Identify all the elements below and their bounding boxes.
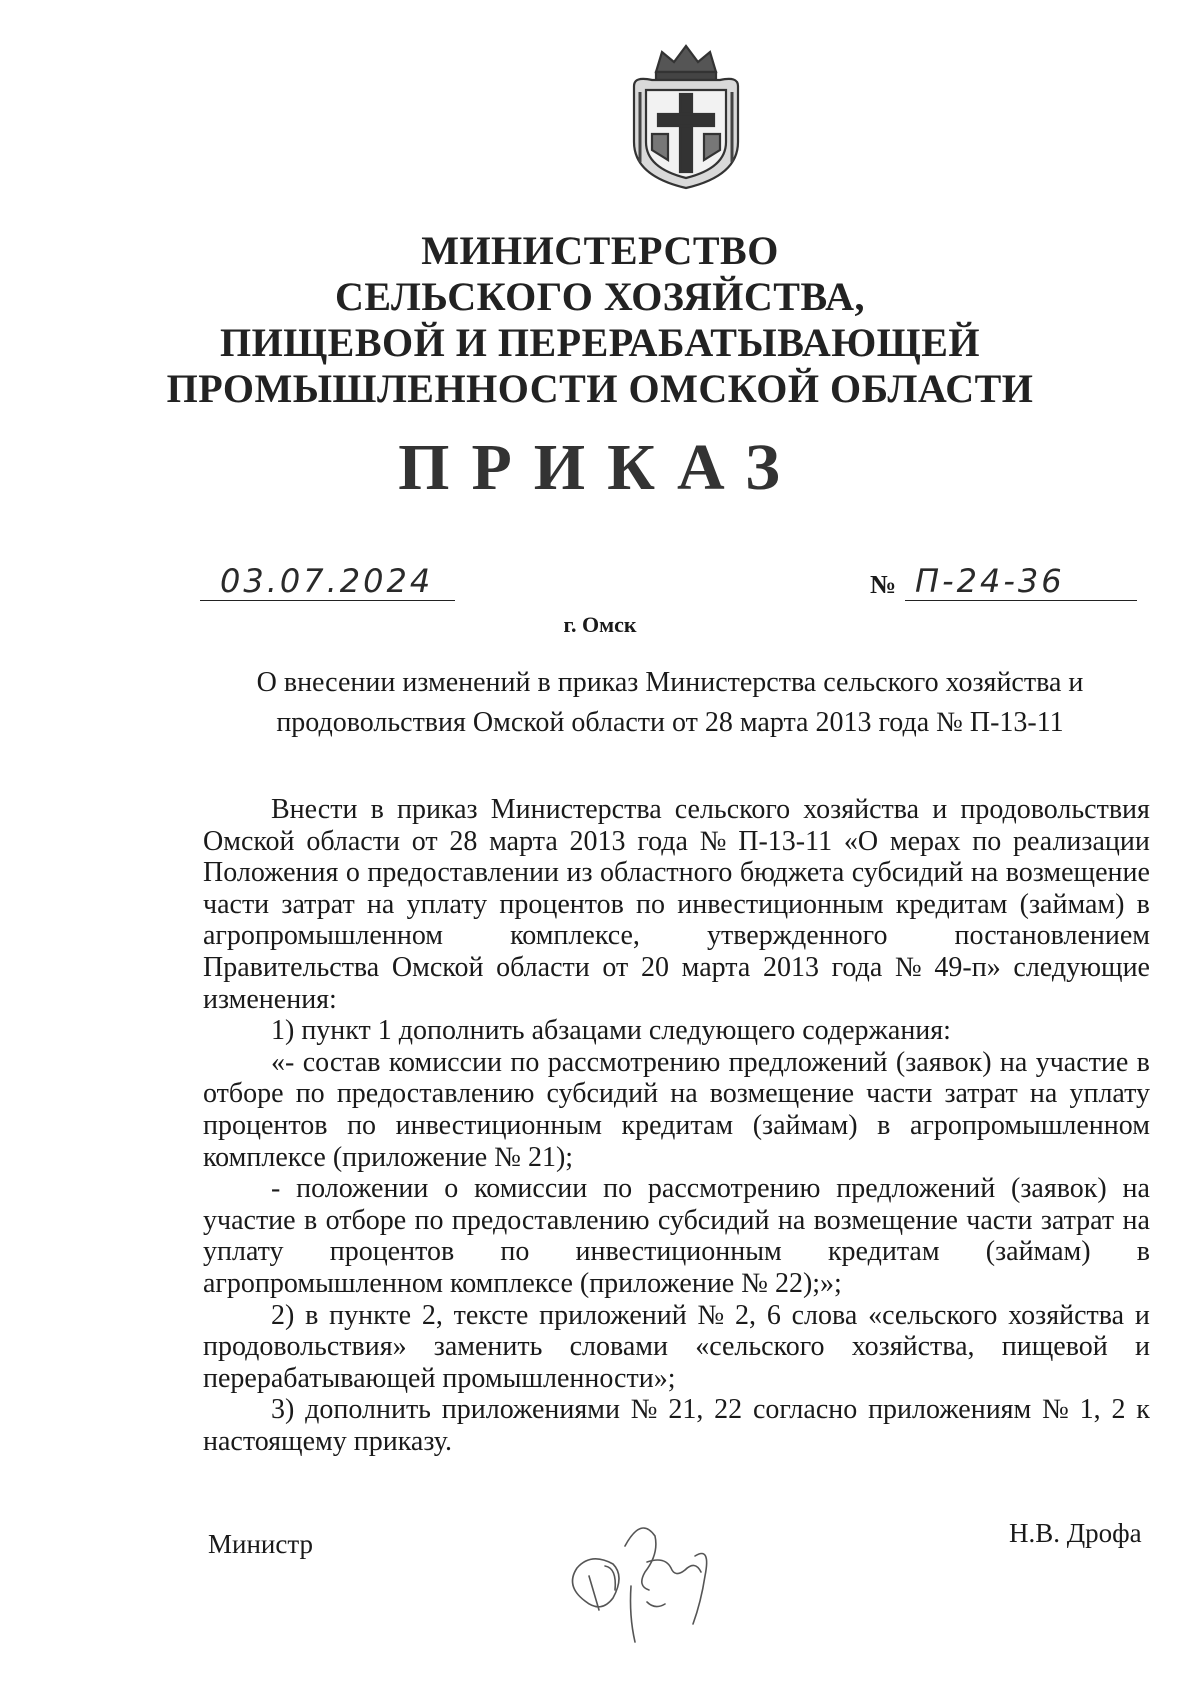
- body-word: на: [366, 888, 395, 920]
- body-word: (заявок): [895, 1046, 992, 1078]
- body-word: в: [1136, 888, 1150, 920]
- body-word: кредитам: [827, 1236, 940, 1268]
- body-word: предоставлении: [367, 857, 559, 889]
- body-word: приказ: [396, 794, 478, 825]
- body-word: области: [496, 951, 590, 983]
- body-word: 2013: [762, 951, 819, 983]
- body-word: слова: [791, 1299, 858, 1331]
- body-word: приложениям: [868, 1394, 1032, 1426]
- order-date-field: [200, 560, 455, 601]
- body-word: хозяйства: [803, 794, 920, 825]
- body-word: «О: [843, 825, 879, 857]
- body-word: субсидий: [657, 1204, 770, 1236]
- body-word: №: [1042, 1394, 1069, 1426]
- body-word: года: [637, 825, 688, 857]
- body-word: Положения: [203, 857, 339, 889]
- body-word: о: [345, 857, 360, 889]
- body-line: [203, 1047, 1150, 1079]
- body-word: и: [1134, 1299, 1150, 1331]
- body-word: 2): [271, 1299, 295, 1331]
- body-line: [203, 1300, 1150, 1332]
- body-word: возмещение: [709, 1078, 855, 1110]
- order-date: 03.07.2024: [220, 562, 434, 600]
- body-word: Внести: [271, 794, 358, 825]
- body-line: [203, 952, 1150, 984]
- body-word: заменить: [433, 1331, 543, 1363]
- handwritten-signature-icon: [555, 1506, 730, 1651]
- body-word: инвестиционным: [677, 888, 884, 920]
- body-word: кредитам: [621, 1109, 734, 1141]
- body-word: из: [566, 857, 593, 889]
- body-line: 1) пункт 1 дополнить абзацами следующего содержания:: [271, 1015, 951, 1047]
- document-type-title: ПРИКАЗ: [398, 431, 802, 504]
- body-word: затрат: [1040, 1204, 1115, 1236]
- body-word: утвержденного: [706, 920, 888, 952]
- body-word: 22: [714, 1394, 743, 1426]
- body-word: продовольствия»: [203, 1331, 407, 1363]
- body-word: сельского: [674, 794, 791, 825]
- body-word: предложений: [728, 1046, 888, 1078]
- body-word: 3): [271, 1394, 295, 1426]
- body-word: агропромышленном: [203, 920, 444, 952]
- body-word: (займам): [985, 1236, 1091, 1268]
- body-word: уплату: [1069, 1078, 1150, 1110]
- body-word: 21,: [668, 1394, 704, 1426]
- body-word: субсидий: [851, 857, 964, 889]
- signer-name: Н.В. Дрофа: [1009, 1518, 1142, 1548]
- body-word: №: [630, 1394, 658, 1426]
- body-word: марта: [681, 951, 751, 983]
- body-word: комиссии: [474, 1173, 588, 1205]
- body-word: участие: [203, 1204, 296, 1236]
- body-word: на: [1029, 1078, 1058, 1110]
- body-word: по: [295, 1078, 325, 1110]
- body-word: по: [500, 1236, 530, 1268]
- body-word: в: [305, 1299, 319, 1331]
- body-word: комиссии: [388, 1046, 503, 1078]
- ministry-line: СЕЛЬСКОГО ХОЗЯЙСТВА,: [334, 274, 866, 319]
- body-word: на: [777, 1204, 806, 1236]
- body-word: (займам): [1019, 888, 1125, 920]
- body-word: по: [636, 888, 666, 920]
- body-line: [203, 1110, 1150, 1142]
- body-word: постановлением: [954, 920, 1150, 952]
- body-word: 28: [449, 825, 478, 857]
- body-word: в: [877, 1109, 891, 1141]
- body-word: Омской: [391, 951, 484, 983]
- body-word: 1,: [1079, 1394, 1101, 1426]
- city-label: г. Омск: [563, 612, 637, 637]
- body-word: по: [414, 1204, 444, 1236]
- subject-line: продовольствия Омской области от 28 марта 2013 года № П-13-11: [276, 707, 1064, 738]
- body-word: предоставлению: [336, 1078, 535, 1110]
- body-word: рассмотрению: [647, 1173, 821, 1205]
- body-word: на: [999, 1046, 1028, 1078]
- body-line: изменения:: [203, 983, 337, 1015]
- body-word: на: [1122, 1204, 1150, 1236]
- body-word: (заявок): [1011, 1173, 1107, 1205]
- body-word: на: [670, 1078, 698, 1110]
- body-word: и: [932, 794, 948, 825]
- body-word: следующие: [1013, 951, 1150, 983]
- body-word: в: [1136, 1236, 1150, 1268]
- signer-position: Министр: [208, 1529, 313, 1559]
- body-word: 2: [1111, 1394, 1126, 1426]
- body-word: по: [510, 1046, 540, 1078]
- body-word: уплату: [203, 1236, 284, 1268]
- body-word: словами: [569, 1331, 668, 1363]
- body-line: агропромышленном комплексе (приложение № 22);»;: [203, 1267, 842, 1299]
- body-line: [203, 1173, 1150, 1205]
- subject-line: О внесении изменений в приказ Министерства сельского хозяйства и: [256, 667, 1084, 698]
- ministry-line: МИНИСТЕРСТВО: [421, 228, 779, 273]
- body-word: уплату: [406, 888, 488, 920]
- body-word: области: [306, 825, 400, 857]
- body-word: приложений: [539, 1299, 687, 1331]
- body-line: [203, 1236, 1150, 1268]
- body-line: [203, 920, 1150, 952]
- body-word: мерах: [889, 825, 961, 857]
- body-word: дополнить: [305, 1394, 431, 1426]
- body-word: части: [966, 1204, 1033, 1236]
- body-word: Министерства: [490, 794, 662, 825]
- body-line: комплексе (приложение № 21);: [203, 1141, 574, 1173]
- ministry-line: ПРОМЫШЛЕННОСТИ ОМСКОЙ ОБЛАСТИ: [166, 366, 1034, 411]
- body-word: процентов: [329, 1236, 455, 1268]
- body-word: в: [1136, 1046, 1150, 1078]
- body-word: затрат: [944, 1078, 1018, 1110]
- body-word: №: [699, 825, 727, 857]
- order-number-field: [905, 560, 1137, 601]
- body-word: в: [303, 1204, 318, 1236]
- body-word: марта: [489, 825, 558, 857]
- body-word: процентов: [203, 1109, 328, 1141]
- body-word: части: [866, 1078, 933, 1110]
- body-word: областного: [600, 857, 733, 889]
- body-word: бюджета: [739, 857, 845, 889]
- body-word: пищевой: [1001, 1331, 1108, 1363]
- body-word: на: [970, 857, 999, 889]
- body-word: от: [602, 951, 629, 983]
- body-line: [203, 826, 1150, 858]
- body-word: положении: [296, 1173, 429, 1205]
- body-word: тексте: [453, 1299, 529, 1331]
- body-word: возмещение: [1005, 857, 1150, 889]
- body-word: предложений: [836, 1173, 996, 1205]
- body-word: Омской: [203, 825, 295, 857]
- body-line: [203, 1331, 1150, 1363]
- body-word: по: [603, 1173, 633, 1205]
- body-word: и: [1134, 1331, 1150, 1363]
- body-word: приложениями: [441, 1394, 620, 1426]
- body-word: части: [203, 888, 270, 920]
- body-word: комплексе,: [510, 920, 640, 952]
- order-number: П-24-36: [915, 562, 1065, 600]
- ministry-name: [0, 228, 1200, 412]
- body-word: инвестиционным: [395, 1109, 602, 1141]
- body-word: затрат: [281, 888, 355, 920]
- body-word: 2,: [735, 1299, 757, 1331]
- body-word: 6: [766, 1299, 781, 1331]
- order-number-label: №: [870, 570, 897, 599]
- body-word: процентов: [499, 888, 624, 920]
- body-word: «сельского: [868, 1299, 998, 1331]
- body-word: состав: [302, 1046, 381, 1078]
- body-word: №: [894, 951, 922, 983]
- body-word: 2013: [569, 825, 626, 857]
- body-word: к: [1136, 1394, 1150, 1426]
- body-word: отборе: [325, 1204, 407, 1236]
- order-body: [203, 794, 1150, 1457]
- body-word: реализации: [1013, 825, 1150, 857]
- body-word: отборе: [203, 1078, 284, 1110]
- body-line: [203, 794, 1150, 826]
- body-word: предоставлению: [451, 1204, 650, 1236]
- body-line: [203, 1078, 1150, 1110]
- body-word: №: [697, 1299, 725, 1331]
- body-word: субсидий: [546, 1078, 659, 1110]
- body-word: рассмотрению: [547, 1046, 721, 1078]
- body-word: участие: [1035, 1046, 1129, 1078]
- body-word: о: [444, 1173, 459, 1205]
- omsk-coat-of-arms-icon: [622, 42, 750, 192]
- body-line: перерабатывающей промышленности»;: [203, 1362, 676, 1394]
- body-line: [203, 1205, 1150, 1237]
- body-word: 20: [640, 951, 669, 983]
- body-word: инвестиционным: [575, 1236, 782, 1268]
- ministry-line: ПИЩЕВОЙ И ПЕРЕРАБАТЫВАЮЩЕЙ: [219, 320, 980, 365]
- body-word: на: [1122, 1173, 1150, 1205]
- body-line: [203, 889, 1150, 921]
- body-line: [203, 1394, 1150, 1426]
- body-word: согласно: [752, 1394, 858, 1426]
- body-word: в: [370, 794, 384, 825]
- body-word: 49-п»: [934, 951, 1001, 983]
- body-word: года: [831, 951, 883, 983]
- body-word: продовольствия: [960, 794, 1150, 825]
- body-word: от: [411, 825, 438, 857]
- body-word: кредитам: [895, 888, 1008, 920]
- body-word: Правительства: [203, 951, 380, 983]
- body-word: 2,: [421, 1299, 443, 1331]
- body-word: -: [271, 1173, 281, 1205]
- body-word: «сельского: [695, 1331, 825, 1363]
- body-line: настоящему приказу.: [203, 1425, 453, 1457]
- body-word: по: [347, 1109, 377, 1141]
- body-word: возмещение: [813, 1204, 958, 1236]
- body-word: хозяйства: [1008, 1299, 1125, 1331]
- body-word: пункте: [329, 1299, 412, 1331]
- body-word: (займам): [752, 1109, 858, 1141]
- body-word: агропромышленном: [909, 1109, 1150, 1141]
- body-word: «-: [271, 1046, 295, 1078]
- body-word: хозяйства,: [851, 1331, 975, 1363]
- order-subject: [200, 663, 1140, 743]
- body-word: по: [972, 825, 1002, 857]
- body-word: П-13-11: [738, 825, 833, 857]
- body-line: [203, 857, 1150, 889]
